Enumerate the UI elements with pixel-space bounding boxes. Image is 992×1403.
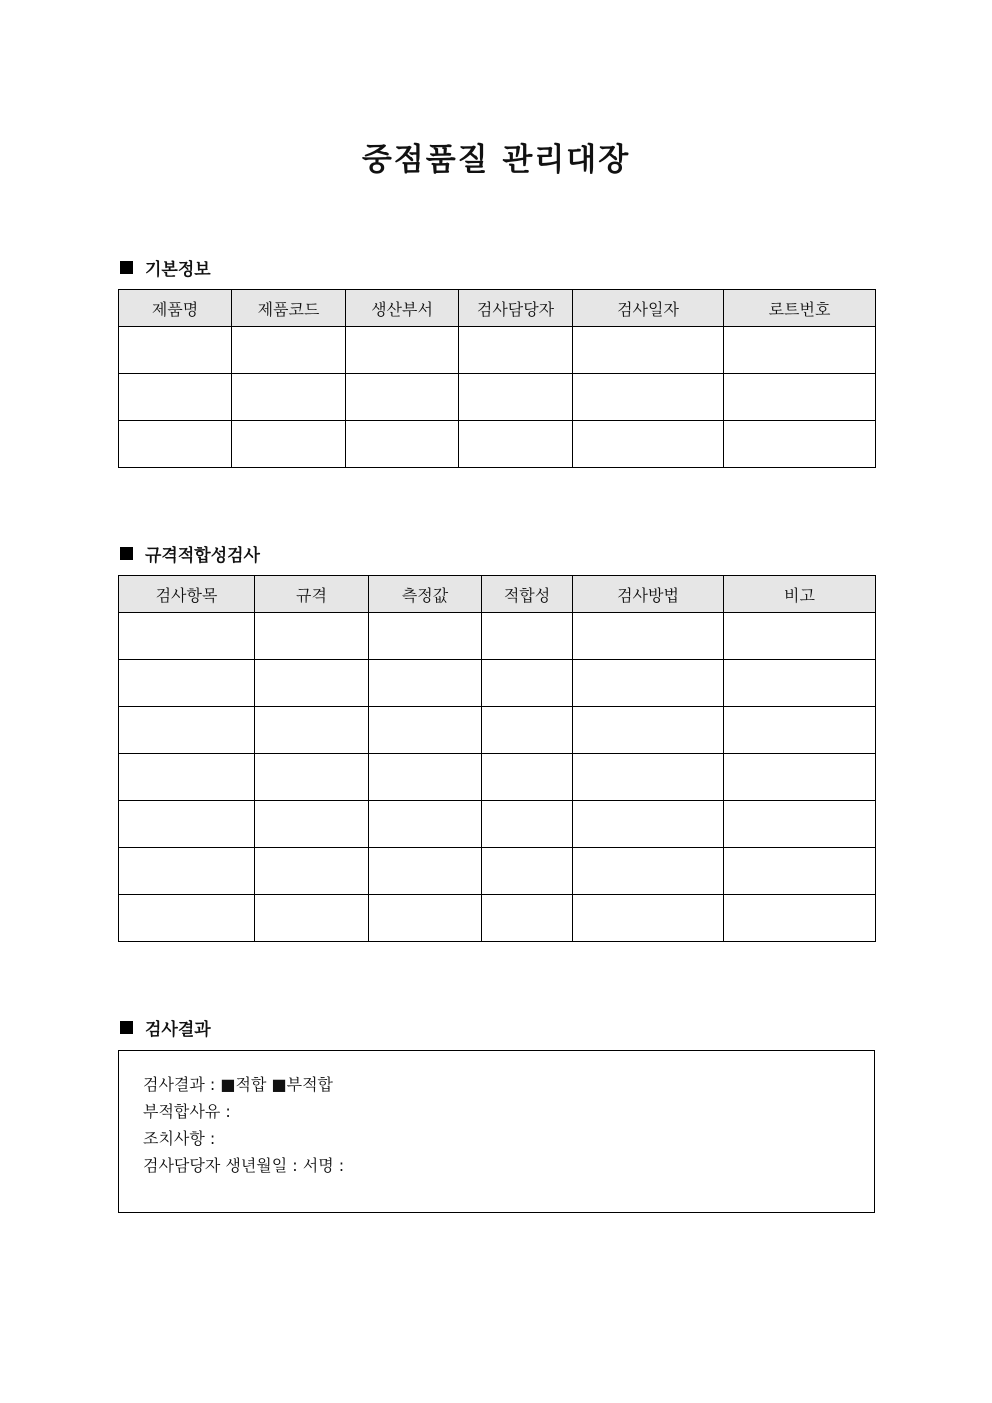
table-row bbox=[119, 707, 876, 754]
table-cell[interactable] bbox=[119, 613, 255, 660]
section-heading-basic-info bbox=[120, 255, 211, 280]
table-cell[interactable] bbox=[459, 327, 573, 374]
table-cell[interactable] bbox=[724, 660, 876, 707]
table-cell[interactable] bbox=[369, 613, 482, 660]
result-line-inspector[interactable]: 검사담당자 생년월일 : 서명 : bbox=[143, 1156, 345, 1175]
column-header: 검사항목 bbox=[119, 576, 255, 613]
table-cell[interactable] bbox=[573, 374, 724, 421]
table-cell[interactable] bbox=[255, 707, 369, 754]
column-header: 적합성 bbox=[482, 576, 573, 613]
table-cell[interactable] bbox=[255, 754, 369, 801]
table-cell[interactable] bbox=[369, 660, 482, 707]
table-cell[interactable] bbox=[482, 895, 573, 942]
result-box bbox=[118, 1050, 875, 1213]
column-header: 제품코드 bbox=[232, 290, 346, 327]
spec-check-table bbox=[118, 575, 876, 942]
column-header: 검사방법 bbox=[573, 576, 724, 613]
basic-info-table bbox=[118, 289, 876, 468]
table-cell[interactable] bbox=[724, 848, 876, 895]
page-title: 중점품질 관리대장 bbox=[361, 142, 631, 178]
section-heading-label: 검사결과 bbox=[145, 1020, 211, 1040]
table-cell[interactable] bbox=[346, 374, 459, 421]
table-cell[interactable] bbox=[255, 613, 369, 660]
column-header: 규격 bbox=[255, 576, 369, 613]
table-row bbox=[119, 374, 876, 421]
table-cell[interactable] bbox=[119, 421, 232, 468]
table-cell[interactable] bbox=[232, 327, 346, 374]
table-cell[interactable] bbox=[369, 707, 482, 754]
table-cell[interactable] bbox=[232, 374, 346, 421]
table-cell[interactable] bbox=[573, 895, 724, 942]
table-row bbox=[119, 801, 876, 848]
table-row bbox=[119, 754, 876, 801]
table-cell[interactable] bbox=[255, 801, 369, 848]
table-cell[interactable] bbox=[724, 754, 876, 801]
column-header: 검사일자 bbox=[573, 290, 724, 327]
table-cell[interactable] bbox=[459, 374, 573, 421]
table-cell[interactable] bbox=[573, 754, 724, 801]
table-cell[interactable] bbox=[573, 707, 724, 754]
table-cell[interactable] bbox=[573, 801, 724, 848]
table-cell[interactable] bbox=[724, 707, 876, 754]
table-cell[interactable] bbox=[255, 848, 369, 895]
table-cell[interactable] bbox=[369, 848, 482, 895]
column-header: 제품명 bbox=[119, 290, 232, 327]
section-heading-label: 기본정보 bbox=[145, 260, 211, 280]
table-cell[interactable] bbox=[255, 895, 369, 942]
table-cell[interactable] bbox=[119, 374, 232, 421]
table-cell[interactable] bbox=[482, 660, 573, 707]
section-heading-label: 규격적합성검사 bbox=[145, 546, 260, 566]
table-cell[interactable] bbox=[482, 613, 573, 660]
table-cell[interactable] bbox=[119, 754, 255, 801]
table-cell[interactable] bbox=[232, 421, 346, 468]
table-cell[interactable] bbox=[573, 660, 724, 707]
table-cell[interactable] bbox=[346, 327, 459, 374]
table-cell[interactable] bbox=[724, 327, 876, 374]
table-cell[interactable] bbox=[255, 660, 369, 707]
table-header-row bbox=[119, 290, 876, 327]
table-row bbox=[119, 660, 876, 707]
table-cell[interactable] bbox=[724, 613, 876, 660]
result-line-outcome[interactable]: 검사결과 : ■적합 ■부적합 bbox=[143, 1075, 333, 1094]
table-cell[interactable] bbox=[724, 801, 876, 848]
table-cell[interactable] bbox=[573, 421, 724, 468]
table-cell[interactable] bbox=[346, 421, 459, 468]
table-cell[interactable] bbox=[482, 848, 573, 895]
table-cell[interactable] bbox=[119, 707, 255, 754]
square-bullet-icon bbox=[120, 1021, 133, 1034]
table-cell[interactable] bbox=[724, 421, 876, 468]
table-cell[interactable] bbox=[482, 707, 573, 754]
table-cell[interactable] bbox=[573, 327, 724, 374]
section-heading-spec-check bbox=[120, 541, 260, 566]
table-cell[interactable] bbox=[482, 754, 573, 801]
table-row bbox=[119, 327, 876, 374]
column-header: 검사담당자 bbox=[459, 290, 573, 327]
table-header-row bbox=[119, 576, 876, 613]
table-cell[interactable] bbox=[369, 801, 482, 848]
table-cell[interactable] bbox=[573, 848, 724, 895]
table-cell[interactable] bbox=[369, 895, 482, 942]
section-heading-result bbox=[120, 1015, 211, 1040]
table-cell[interactable] bbox=[482, 801, 573, 848]
table-cell[interactable] bbox=[119, 801, 255, 848]
table-row bbox=[119, 848, 876, 895]
square-bullet-icon bbox=[120, 547, 133, 560]
column-header: 측정값 bbox=[369, 576, 482, 613]
table-row bbox=[119, 421, 876, 468]
table-cell[interactable] bbox=[119, 660, 255, 707]
table-cell[interactable] bbox=[724, 895, 876, 942]
table-cell[interactable] bbox=[724, 374, 876, 421]
table-cell[interactable] bbox=[573, 613, 724, 660]
column-header: 생산부서 bbox=[346, 290, 459, 327]
table-cell[interactable] bbox=[119, 895, 255, 942]
result-line-reason[interactable]: 부적합사유 : bbox=[143, 1102, 231, 1121]
square-bullet-icon bbox=[120, 261, 133, 274]
table-cell[interactable] bbox=[459, 421, 573, 468]
column-header: 로트번호 bbox=[724, 290, 876, 327]
table-cell[interactable] bbox=[119, 848, 255, 895]
table-row bbox=[119, 895, 876, 942]
table-row bbox=[119, 613, 876, 660]
table-cell[interactable] bbox=[369, 754, 482, 801]
result-line-action[interactable]: 조치사항 : bbox=[143, 1129, 216, 1148]
result-lines bbox=[143, 1071, 344, 1179]
column-header: 비고 bbox=[724, 576, 876, 613]
table-cell[interactable] bbox=[119, 327, 232, 374]
